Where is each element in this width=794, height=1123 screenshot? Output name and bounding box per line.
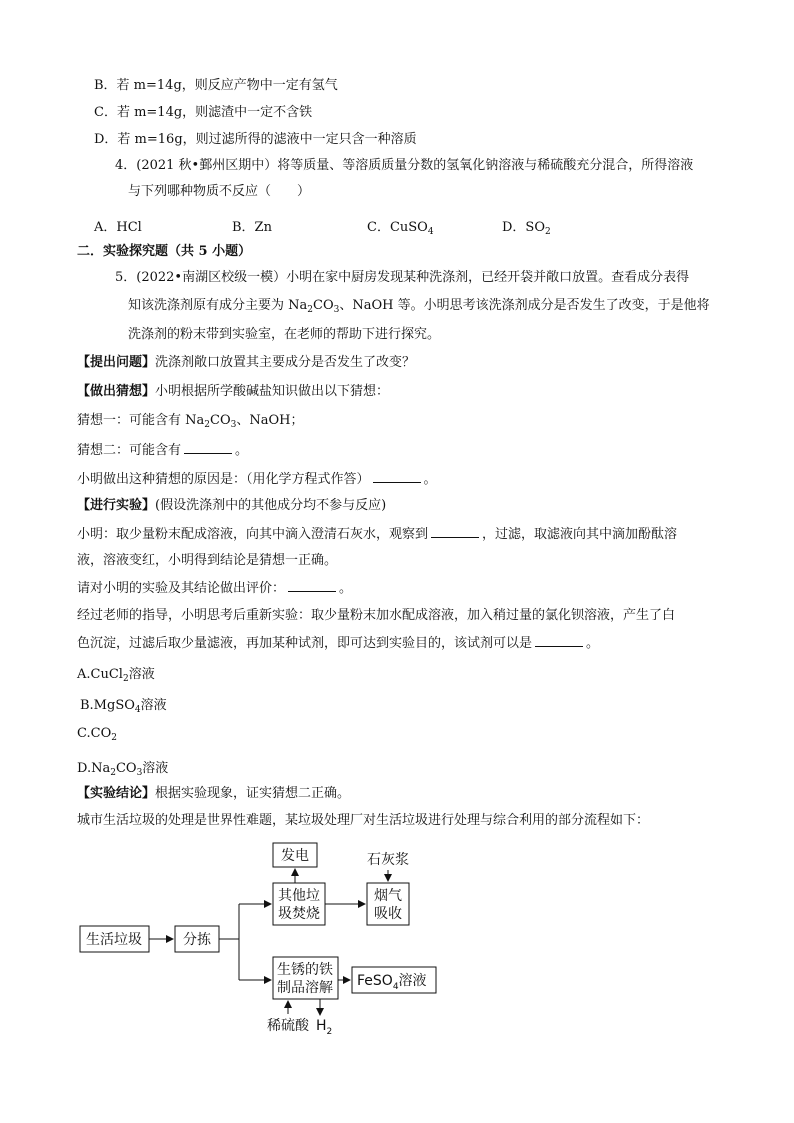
redo-line2: 色沉淀，过滤后取少量滤液，再加某种试剂，即可达到实验目的，该试剂可以是 。	[77, 636, 600, 651]
label-feso4: FeSO$_4$溶液	[357, 973, 427, 992]
do-experiment: 【进行实验】(假设洗涤剂中的其他成分均不参与反应)	[77, 498, 387, 513]
redo-line1: 经过老师的指导，小明思考后重新实验：取少量粉末加水配成溶液，加入稍过量的氯化钡溶液，产生了白	[77, 608, 676, 623]
q4-option-d: D．$SO_2$	[502, 220, 551, 237]
q5-line2: 知该洗涤剂原有成分主要为 $Na_2CO_3$、NaOH 等。小明思考该洗涤剂成分是否发生了改变，于是他将	[128, 298, 710, 315]
q5-option-d: $D.Na_2CO_3$溶液	[77, 761, 169, 778]
conclusion: 【实验结论】根据实验现象，证实猜想二正确。	[77, 786, 351, 801]
make-guess: 【做出猜想】小明根据所学酸碱盐知识做出以下猜想：	[77, 384, 390, 399]
option-b-prev: B．若 m=14g，则反应产物中一定有氢气	[94, 78, 338, 93]
label-power: 发电	[281, 848, 309, 864]
label-h2: $H_2$	[316, 1018, 333, 1037]
q6-intro: 城市生活垃圾的处理是世界性难题，某垃圾处理厂对生活垃圾进行处理与综合利用的部分流程如下：	[77, 813, 650, 828]
label-smoke-1: 烟气	[374, 888, 402, 904]
label-lime: 石灰浆	[367, 852, 409, 868]
label-burn-1: 其他垃	[278, 888, 320, 904]
q4-option-b: B．Zn	[232, 220, 272, 235]
label-rust-2: 制品溶解	[277, 980, 333, 996]
xiaoming-line2: 液，溶液变红，小明得到结论是猜想一正确。	[77, 553, 338, 568]
label-burn-2: 圾焚烧	[278, 906, 320, 922]
xiaoming-line1: 小明：取少量粉末配成溶液，向其中滴入澄清石灰水，观察到 ，过滤，取滤液向其中滴加酚酞溶	[77, 527, 678, 542]
label-sort: 分拣	[183, 932, 211, 948]
ask-question: 【提出问题】洗涤剂敞口放置其主要成分是否发生了改变？	[77, 355, 416, 370]
q4-option-a: A．HCl	[94, 220, 142, 235]
evaluation: 请对小明的实验及其结论做出评价： 。	[77, 581, 353, 596]
guess-reason: 小明做出这种猜想的原因是：（用化学方程式作答） 。	[77, 472, 437, 487]
q4-line1: 4．(2021 秋•鄞州区期中）将等质量、等溶质质量分数的氢氧化钠溶液与稀硫酸充分混合，所得溶液	[115, 158, 694, 173]
option-c-prev: C．若 m=14g，则滤渣中一定不含铁	[94, 105, 313, 120]
label-garbage: 生活垃圾	[86, 932, 142, 948]
q4-line2: 与下列哪种物质不反应（ ）	[128, 184, 311, 199]
guess-two: 猜想二：可能含有 。	[77, 443, 249, 458]
option-d-prev: D．若 m=16g，则过滤所得的滤液中一定只含一种溶质	[94, 132, 417, 147]
label-smoke-2: 吸收	[374, 906, 402, 922]
label-acid: 稀硫酸	[267, 1018, 309, 1034]
q5-line1: 5．(2022•南湖区校级一模）小明在家中厨房发现某种洗涤剂，已经开袋并敞口放置。查看成分表得	[115, 270, 690, 285]
q5-option-c: $C.CO_2$	[77, 726, 117, 743]
q5-option-b: B.MgSO$_4$溶液	[80, 698, 167, 715]
q4-option-c: C．CuSO$_4$	[367, 220, 434, 237]
section-heading: 二．实验探究题（共 5 小题）	[77, 244, 252, 259]
q5-line3: 洗涤剂的粉末带到实验室，在老师的帮助下进行探究。	[128, 327, 441, 342]
q5-option-a: A.CuCl$_2$溶液	[77, 667, 155, 684]
label-rust-1: 生锈的铁	[277, 962, 333, 978]
guess-one: 猜想一：可能含有 $Na_2CO_3$、NaOH；	[77, 413, 304, 430]
